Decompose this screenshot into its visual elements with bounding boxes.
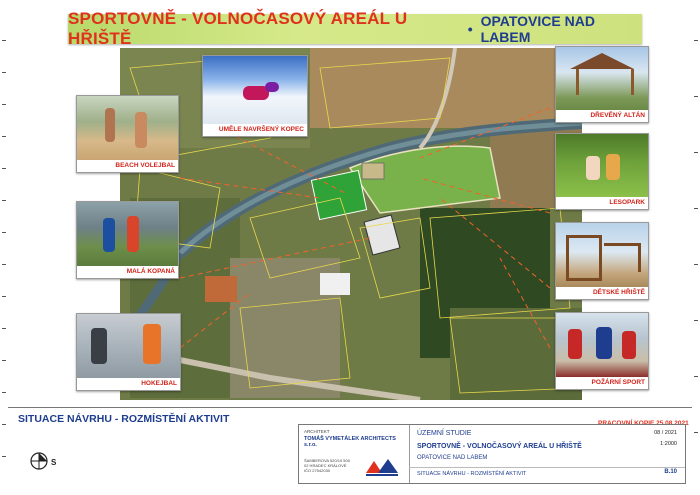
photo-artificial-hill <box>202 55 308 137</box>
document-section <box>409 425 685 483</box>
sheet-number: B.10 <box>664 469 677 475</box>
caption-playground: DĚTSKÉ HŘIŠTĚ <box>592 289 645 296</box>
photo-beach-volleyball <box>76 95 179 173</box>
document-type: ÚZEMNÍ STUDIE <box>417 430 472 437</box>
architect-address: ŠAMBEROVA 520/10 500 02 HRADEC KRÁLOVÉ IČO 27542030 <box>304 458 350 473</box>
architect-name: TOMÁŠ VYMETÁLEK ARCHITECTS s.r.o. <box>304 436 396 448</box>
photo-small-football <box>76 201 179 279</box>
title-separator: • <box>467 21 473 37</box>
document-place: OPATOVICE NAD LABEM <box>417 455 488 461</box>
footer-divider <box>8 407 692 408</box>
working-copy-stamp: PRACOVNÍ KOPIE 25.08.2021 <box>598 420 689 427</box>
left-margin-ticks <box>0 0 8 495</box>
page-title: SPORTOVNĚ - VOLNOČASOVÝ AREÁL U HŘIŠTĚ <box>68 9 408 48</box>
photo-wooden-gazebo <box>555 46 649 123</box>
document-scale: 1:2000 <box>660 441 677 447</box>
document-date: 08 / 2021 <box>654 430 677 436</box>
photo-fire-sport <box>555 312 649 390</box>
north-arrow-icon <box>30 452 48 470</box>
photo-forest-park <box>555 133 649 210</box>
north-label: S <box>51 458 57 467</box>
title-banner <box>68 9 642 48</box>
architect-label: ARCHITEKT <box>304 429 330 434</box>
aerial-site-map <box>120 48 582 400</box>
caption-artificial-hill: UMĚLE NAVRŠENÝ KOPEC <box>218 126 304 133</box>
document-name: SPORTOVNĚ - VOLNOČASOVÝ AREÁL U HŘIŠTĚ <box>417 443 582 450</box>
photo-playground <box>555 222 649 300</box>
drawing-title: SITUACE NÁVRHU - ROZMÍSTĚNÍ AKTIVIT <box>18 413 230 425</box>
architect-logo-icon <box>364 455 400 477</box>
photo-ball-hockey <box>76 313 181 391</box>
architect-section <box>299 425 410 483</box>
location-title: OPATOVICE NAD LABEM <box>480 13 595 45</box>
sheet-title: SITUACE NÁVRHU - ROZMÍSTĚNÍ AKTIVIT <box>417 471 527 477</box>
title-block <box>298 424 686 484</box>
caption-ball-hockey: HOKEJBAL <box>141 380 177 387</box>
caption-forest-park: LESOPARK <box>609 199 645 206</box>
caption-fire-sport: POŽÁRNÍ SPORT <box>591 379 645 386</box>
title-block-divider <box>409 467 685 468</box>
right-margin-ticks <box>692 0 700 495</box>
caption-wooden-gazebo: DŘEVĚNÝ ALTÁN <box>590 112 645 119</box>
caption-small-football: MALÁ KOPANÁ <box>126 268 175 275</box>
caption-beach-volleyball: BEACH VOLEJBAL <box>115 162 175 169</box>
